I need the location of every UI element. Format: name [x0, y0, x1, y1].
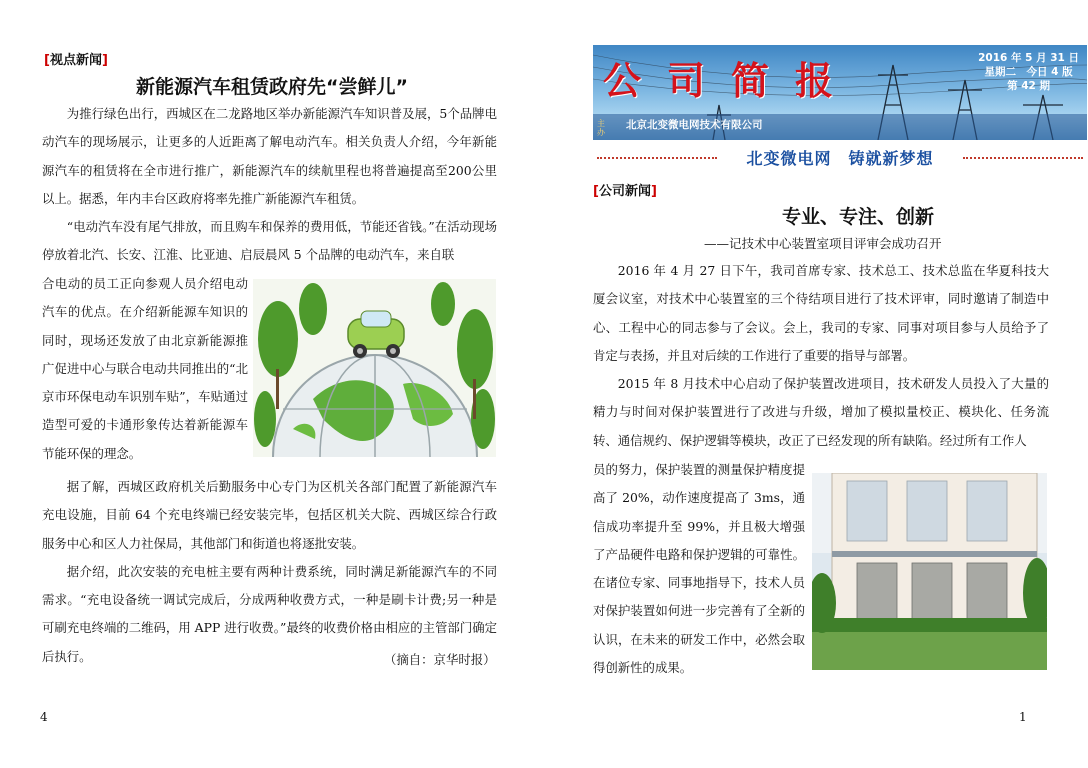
section-tag-company-news: [公司新闻] [593, 184, 657, 199]
left-para-2a: “电动汽车没有尾气排放，而且购车和保养的费用低，节能还省钱。”在活动现场停放着北汽、长安、江淮、比亚迪、启辰晨风 5 个品牌的电动汽车，来自联 [42, 219, 497, 263]
motto-row [593, 146, 1087, 168]
right-headline: 专业、专注、创新 [781, 206, 934, 228]
sponsor-label: 主办 [597, 119, 605, 137]
left-article-wrap [42, 270, 248, 468]
right-page-number: 1 [1019, 710, 1027, 724]
left-source-note: （摘自：京华时报） [384, 652, 496, 667]
left-article-top [42, 100, 497, 270]
issue-date: 2016 年 5 月 31 日 [978, 52, 1079, 64]
issue-info [978, 51, 1079, 93]
left-para-1: 为推行绿色出行，西城区在二龙路地区举办新能源汽车知识普及展，5个品牌电动汽车的现场展示，让更多的人近距离了解电动汽车。相关负责人介绍，今年新能源汽车的租赁将在全市进行推广，新能源汽车的续航里程也将普遍提高至200公里以上。据悉，年内丰台区政府将率先推广新能源汽车租赁。 [42, 106, 497, 206]
right-para-2a: 2015 年 8 月技术中心启动了保护装置改进项目，技术研发人员投入了大量的精力与时间对保护装置进行了改进与升级，增加了模拟量校正、模块化、任务流转、通信规约、保护逻辑等模块，改正了已经发现的所有缺陷。经过所有工作人 [593, 376, 1049, 448]
right-article-top [593, 257, 1049, 455]
right-para-1: 2016 年 4 月 27 日下午，我司首席专家、技术总工、技术总监在华夏科技大厦会议室，对技术中心装置室的三个待结项目进行了技术评审，同时邀请了制造中心、工程中心的同志参与了会议。会上，我司的专家、同事对项目参与人员给予了肯定与表扬，并且对后续的工作进行了重要的指导与部署。 [593, 263, 1049, 363]
company-name: 北京北变微电网技术有限公司 [626, 119, 763, 131]
left-page-number: 4 [40, 710, 48, 724]
section-tag-viewpoint: [视点新闻] [44, 53, 108, 68]
left-para-4: 据介绍，此次安装的充电桩主要有两种计费系统，同时满足新能源汽车的不同需求。“充电设备统一调试完成后，分成两种收费方式，一种是刷卡计费;另一种是可刷充电终端的二维码，用 APP 进行收费。”最终的收费价格由相应的主管部门确定后执行。 [42, 563, 497, 664]
left-para-3: 据了解，西城区政府机关后勤服务中心专门为区机关各部门配置了新能源汽车充电设施，目前 64 个充电终端已经安装完毕，包括区机关大院、西城区综合行政服务中心和区人力社保局，其他部门和街道也将逐批安装。 [42, 479, 497, 551]
company-motto: 北变微电网 铸就新梦想 [746, 149, 934, 168]
newsletter-masthead [593, 45, 1087, 140]
right-subheadline: ——记技术中心装置室项目评审会成功召开 [704, 236, 942, 251]
left-para-2b: 合电动的员工正向参观人员介绍电动汽车的优点。在介绍新能源车知识的同时，现场还发放了由北京新能源推广促进中心与联合电动共同推出的“北京市环保电动车识别车贴”，车贴通过造型可爱的卡通形象传达着新能源车节能环保的理念。 [42, 276, 248, 461]
issue-day-pages: 星期二 今日 4 版 [984, 66, 1073, 78]
substation-building-image [812, 473, 1047, 670]
left-headline: 新能源汽车租赁政府先“尝鲜儿” [136, 76, 408, 98]
left-article-bottom [42, 473, 497, 671]
issue-number: 第 42 期 [1007, 80, 1050, 92]
right-article-wrap [593, 456, 805, 682]
right-para-2b: 员的努力，保护装置的测量保护精度提高了 20%，动作速度提高了 3ms，通信成功率提升至 99%，并且极大增强了产品硬件电路和保护逻辑的可靠性。在诸位专家、同事地指导下，技术人员对保护装置如何进一步完善有了全新的认识，在未来的研发工作中，必然会取得创新性的成果。 [593, 462, 805, 676]
green-earth-ev-image [253, 279, 496, 457]
right-page [544, 0, 1088, 768]
masthead-title: 公司简报 [603, 58, 860, 103]
